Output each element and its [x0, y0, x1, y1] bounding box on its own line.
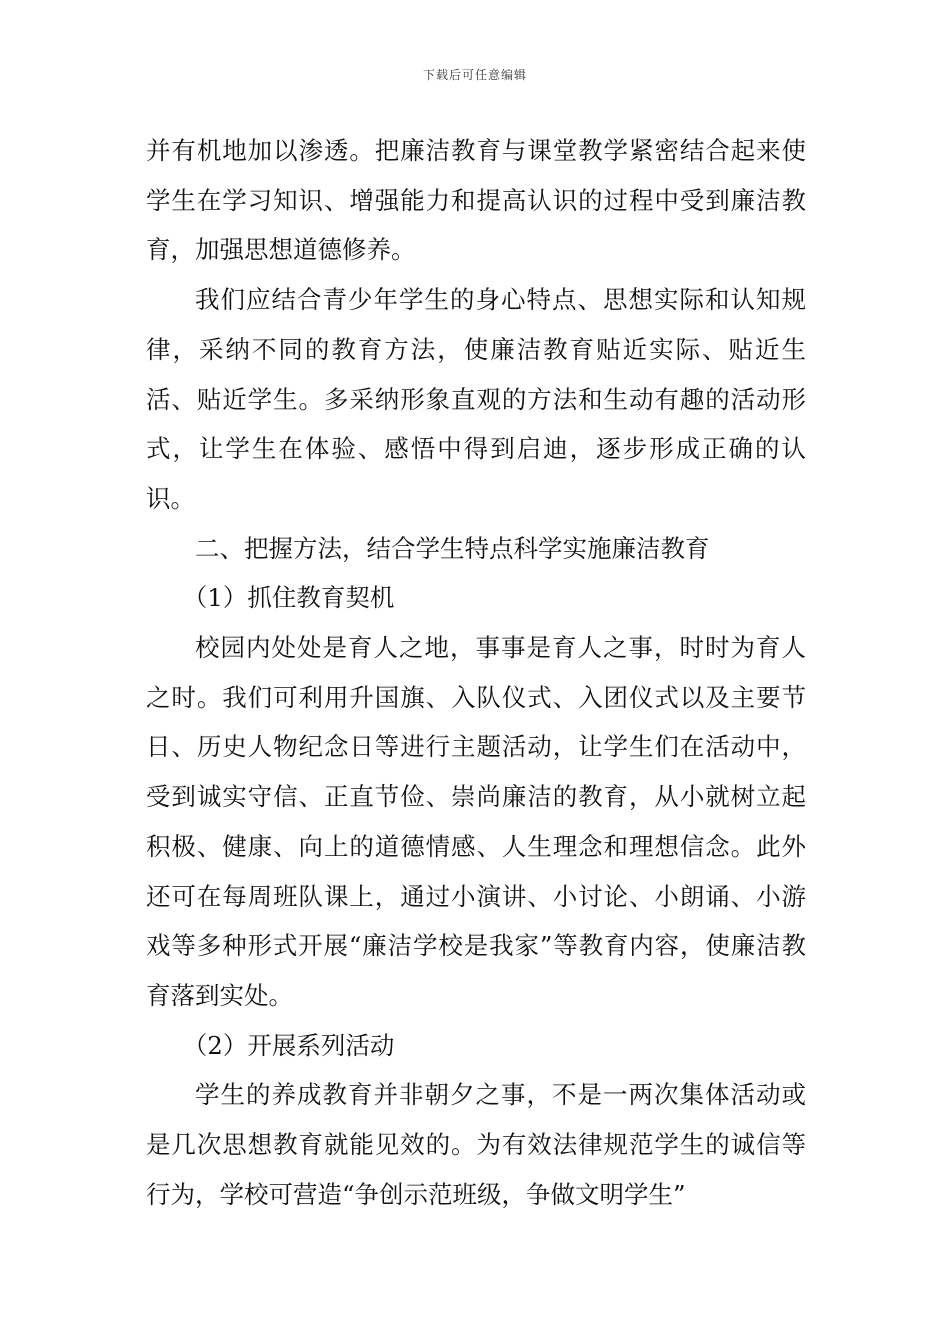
- paragraph-series-activities: 学生的养成教育并非朝夕之事，不是一两次集体活动或是几次思想教育就能见效的。为有效法律规范学生的诚信等行为，学校可营造“争创示范班级，争做文明学生”: [146, 1080, 806, 1209]
- document-body: [146, 126, 806, 1219]
- paragraph-education-opportunity: 校园内处处是育人之地，事事是育人之事，时时为育人之时。我们可利用升国旗、入队仪式、入团仪式以及主要节日、历史人物纪念日等进行主题活动，让学生们在活动中，受到诚实守信、正直节俭、崇尚廉洁的教育，从小就树立起积极、健康、向上的道德情感、人生理念和理想信念。此外还可在每周班队课上，通过小演讲、小讨论、小朗诵、小游戏等多种形式开展“廉洁学校是我家”等教育内容，使廉洁教育落到实处。: [146, 633, 806, 1010]
- subheading-2: （2）开展系列活动: [182, 1030, 395, 1060]
- subheading-1: （1）抓住教育契机: [182, 583, 395, 613]
- paragraph-teaching-methods: 我们应结合青少年学生的身心特点、思想实际和认知规律，采纳不同的教育方法，使廉洁教育贴近实际、贴近生活、贴近学生。多采纳形象直观的方法和生动有趣的活动形式，让学生在体验、感悟中得到启迪，逐步形成正确的认识。: [146, 285, 806, 513]
- page-header: 下载后可任意编辑: [422, 68, 527, 82]
- section-heading: 二、把握方法，结合学生特点科学实施廉洁教育: [195, 533, 710, 563]
- paragraph-continuation: 并有机地加以渗透。把廉洁教育与课堂教学紧密结合起来使学生在学习知识、增强能力和提高认识的过程中受到廉洁教育，加强思想道德修养。: [146, 136, 806, 265]
